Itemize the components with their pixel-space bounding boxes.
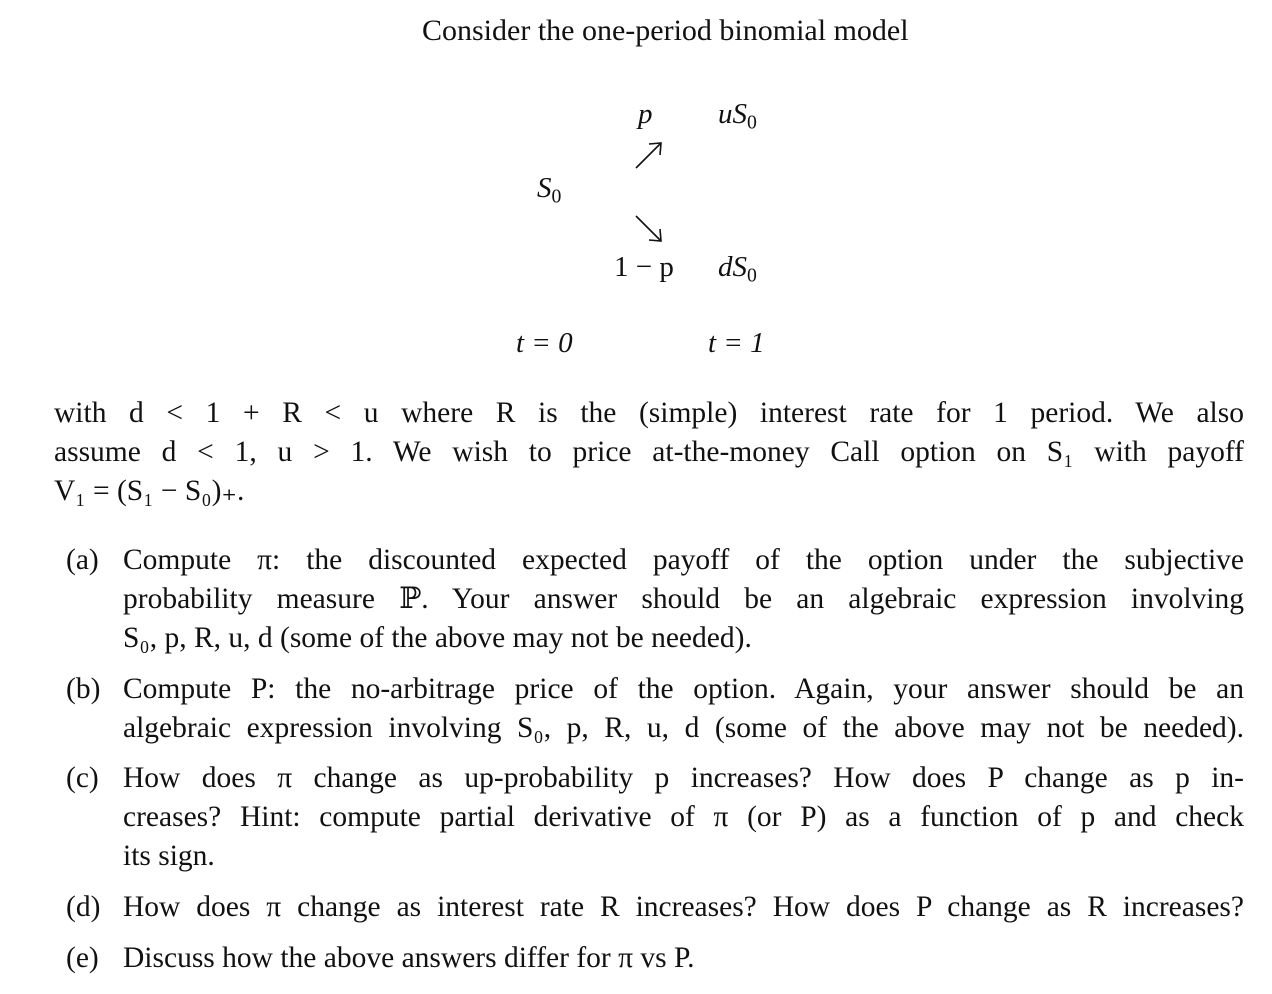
question-item-a <box>66 541 1244 658</box>
question-line: probability measure ℙ. Your answer should be an algebraic expression involving <box>123 583 1244 615</box>
paragraph-line: V₁ = (S₁ − S₀)₊. <box>54 475 245 507</box>
question-line: algebraic expression involving S₀, p, R, u, d (some of the above may not be needed). <box>123 712 1244 744</box>
question-line: How does π change as up-probability p increases? How does P change as p in- <box>123 762 1244 794</box>
down-probability-label: 1 − p <box>614 251 674 283</box>
question-item-b <box>66 670 1244 748</box>
initial-price-label: $S_0$ <box>537 172 562 208</box>
intro-sentence: Consider the one-period binomial model <box>422 14 909 47</box>
question-label: (a) <box>66 544 99 576</box>
question-item-d <box>66 888 1244 927</box>
question-label: (e) <box>66 942 99 974</box>
question-line: S₀, p, R, u, d (some of the above may not be needed). <box>123 622 752 654</box>
up-state-price-label: $uS_0$ <box>718 98 757 134</box>
down-state-price-label: $dS_0$ <box>718 251 757 287</box>
question-line: Compute π: the discounted expected payoff of the option under the subjective <box>123 544 1244 576</box>
question-item-e <box>66 939 1244 978</box>
arrow-down-right-icon <box>634 214 664 244</box>
question-label: (b) <box>66 673 101 705</box>
question-line: Compute P: the no-arbitrage price of the option. Again, your answer should be an <box>123 673 1244 705</box>
question-line: creases? Hint: compute partial derivative of π (or P) as a function of p and check <box>123 801 1244 833</box>
up-probability-label: p <box>638 98 653 130</box>
arrow-up-right-icon <box>634 140 664 170</box>
question-label: (d) <box>66 891 101 923</box>
question-item-c <box>66 759 1244 876</box>
paragraph-line: assume d < 1, u > 1. We wish to price at-the-money Call option on S₁ with payoff <box>54 436 1244 468</box>
question-label: (c) <box>66 762 99 794</box>
question-line: Discuss how the above answers differ for π vs P. <box>123 942 695 974</box>
question-line: its sign. <box>123 840 215 872</box>
question-line: How does π change as interest rate R increases? How does P change as R increases? <box>123 891 1244 923</box>
paragraph-line: with d < 1 + R < u where R is the (simple) interest rate for 1 period. We also <box>54 397 1244 429</box>
time-zero-label: t = 0 <box>516 327 573 359</box>
time-one-label: t = 1 <box>708 327 765 359</box>
model-description-paragraph <box>54 394 1244 511</box>
